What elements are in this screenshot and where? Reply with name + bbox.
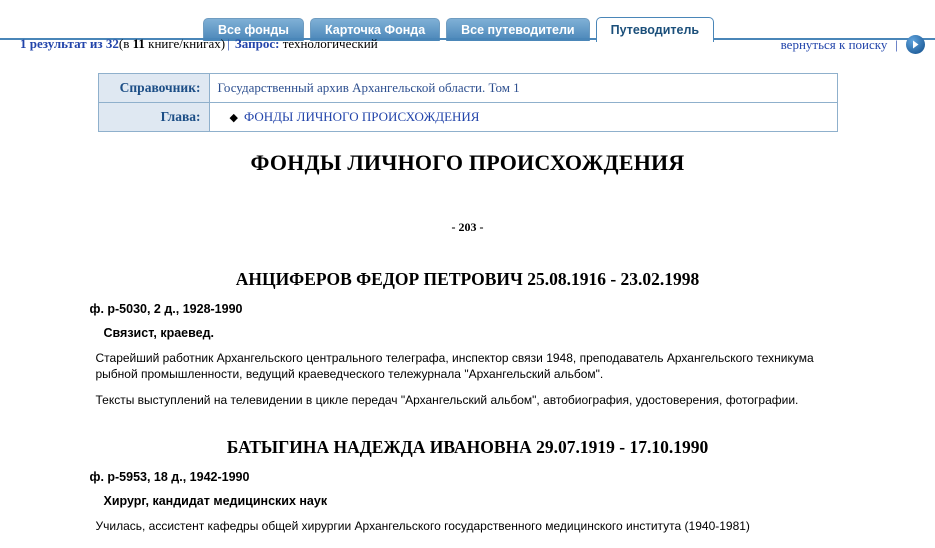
tab-bar xyxy=(0,0,935,37)
back-to-search-link[interactable]: вернуться к поиску xyxy=(780,36,888,52)
tab-all-guides[interactable]: Все путеводители xyxy=(446,18,589,41)
actions-separator: | xyxy=(895,36,898,52)
entry-paragraph: Училась, ассистент кафедры общей хирургии Архангельского государственного медицинского института (1940-1981) xyxy=(95,518,750,533)
info-separator: | xyxy=(227,36,230,51)
tab-guide[interactable]: Путеводитель xyxy=(596,17,714,42)
guide-label: Справочник: xyxy=(98,74,209,103)
query-value: технологический xyxy=(282,36,378,51)
list-item xyxy=(88,269,848,409)
result-summary xyxy=(20,36,378,52)
chapter-link[interactable]: ФОНДЫ ЛИЧНОГО ПРОИСХОЖДЕНИЯ xyxy=(243,109,480,124)
record-header-table xyxy=(98,73,838,132)
entry-fond: ф. р-5030, 2 д., 1928-1990 xyxy=(89,302,243,316)
chapter-label: Глава: xyxy=(98,103,209,132)
page-title: ФОНДЫ ЛИЧНОГО ПРОИСХОЖДЕНИЯ xyxy=(250,150,685,175)
info-bar-actions xyxy=(781,35,925,54)
diamond-bullet-icon: ◆ xyxy=(229,112,238,124)
page-number: - 203 - xyxy=(451,220,484,234)
document-body xyxy=(88,132,848,534)
tab-fond-card[interactable]: Карточка Фонда xyxy=(310,18,440,41)
arrow-right-icon[interactable] xyxy=(906,35,925,54)
books-prefix: (в xyxy=(118,36,133,51)
chapter-value-cell xyxy=(209,103,837,132)
entry-occupation: Хирург, кандидат медицинских наук xyxy=(103,493,328,508)
entry-paragraph: Старейший работник Архангельского центрального телеграфа, инспектор связи 1948, преподаватель Архангельского техникума рыбной промышленности, ведущий краеведческого тележурнала "Архангельский альбом". xyxy=(95,351,814,382)
tab-all-fonds[interactable]: Все фонды xyxy=(203,18,304,41)
entry-name: БАТЫГИНА НАДЕЖДА ИВАНОВНА 29.07.1919 - 17.10.1990 xyxy=(226,436,709,457)
entry-name: АНЦИФЕРОВ ФЕДОР ПЕТРОВИЧ 25.08.1916 - 23.02.1998 xyxy=(235,269,700,289)
query-label: Запрос: xyxy=(234,36,280,51)
info-bar xyxy=(0,33,935,59)
table-row xyxy=(98,74,837,103)
entry-occupation: Связист, краевед. xyxy=(103,326,214,340)
books-suffix: книге/книгах) xyxy=(144,36,226,51)
table-row xyxy=(98,103,837,132)
entry-paragraph: Тексты выступлений на телевидении в цикле передач "Архангельский альбом", автобиография, удостоверения, фотографии. xyxy=(95,393,799,408)
guide-value: Государственный архив Архангельской области. Том 1 xyxy=(209,74,837,103)
result-count: 1 результат из 32 xyxy=(20,36,119,51)
books-count: 11 xyxy=(132,36,145,51)
list-item xyxy=(88,437,848,534)
entry-fond: ф. р-5953, 18 д., 1942-1990 xyxy=(89,469,250,484)
